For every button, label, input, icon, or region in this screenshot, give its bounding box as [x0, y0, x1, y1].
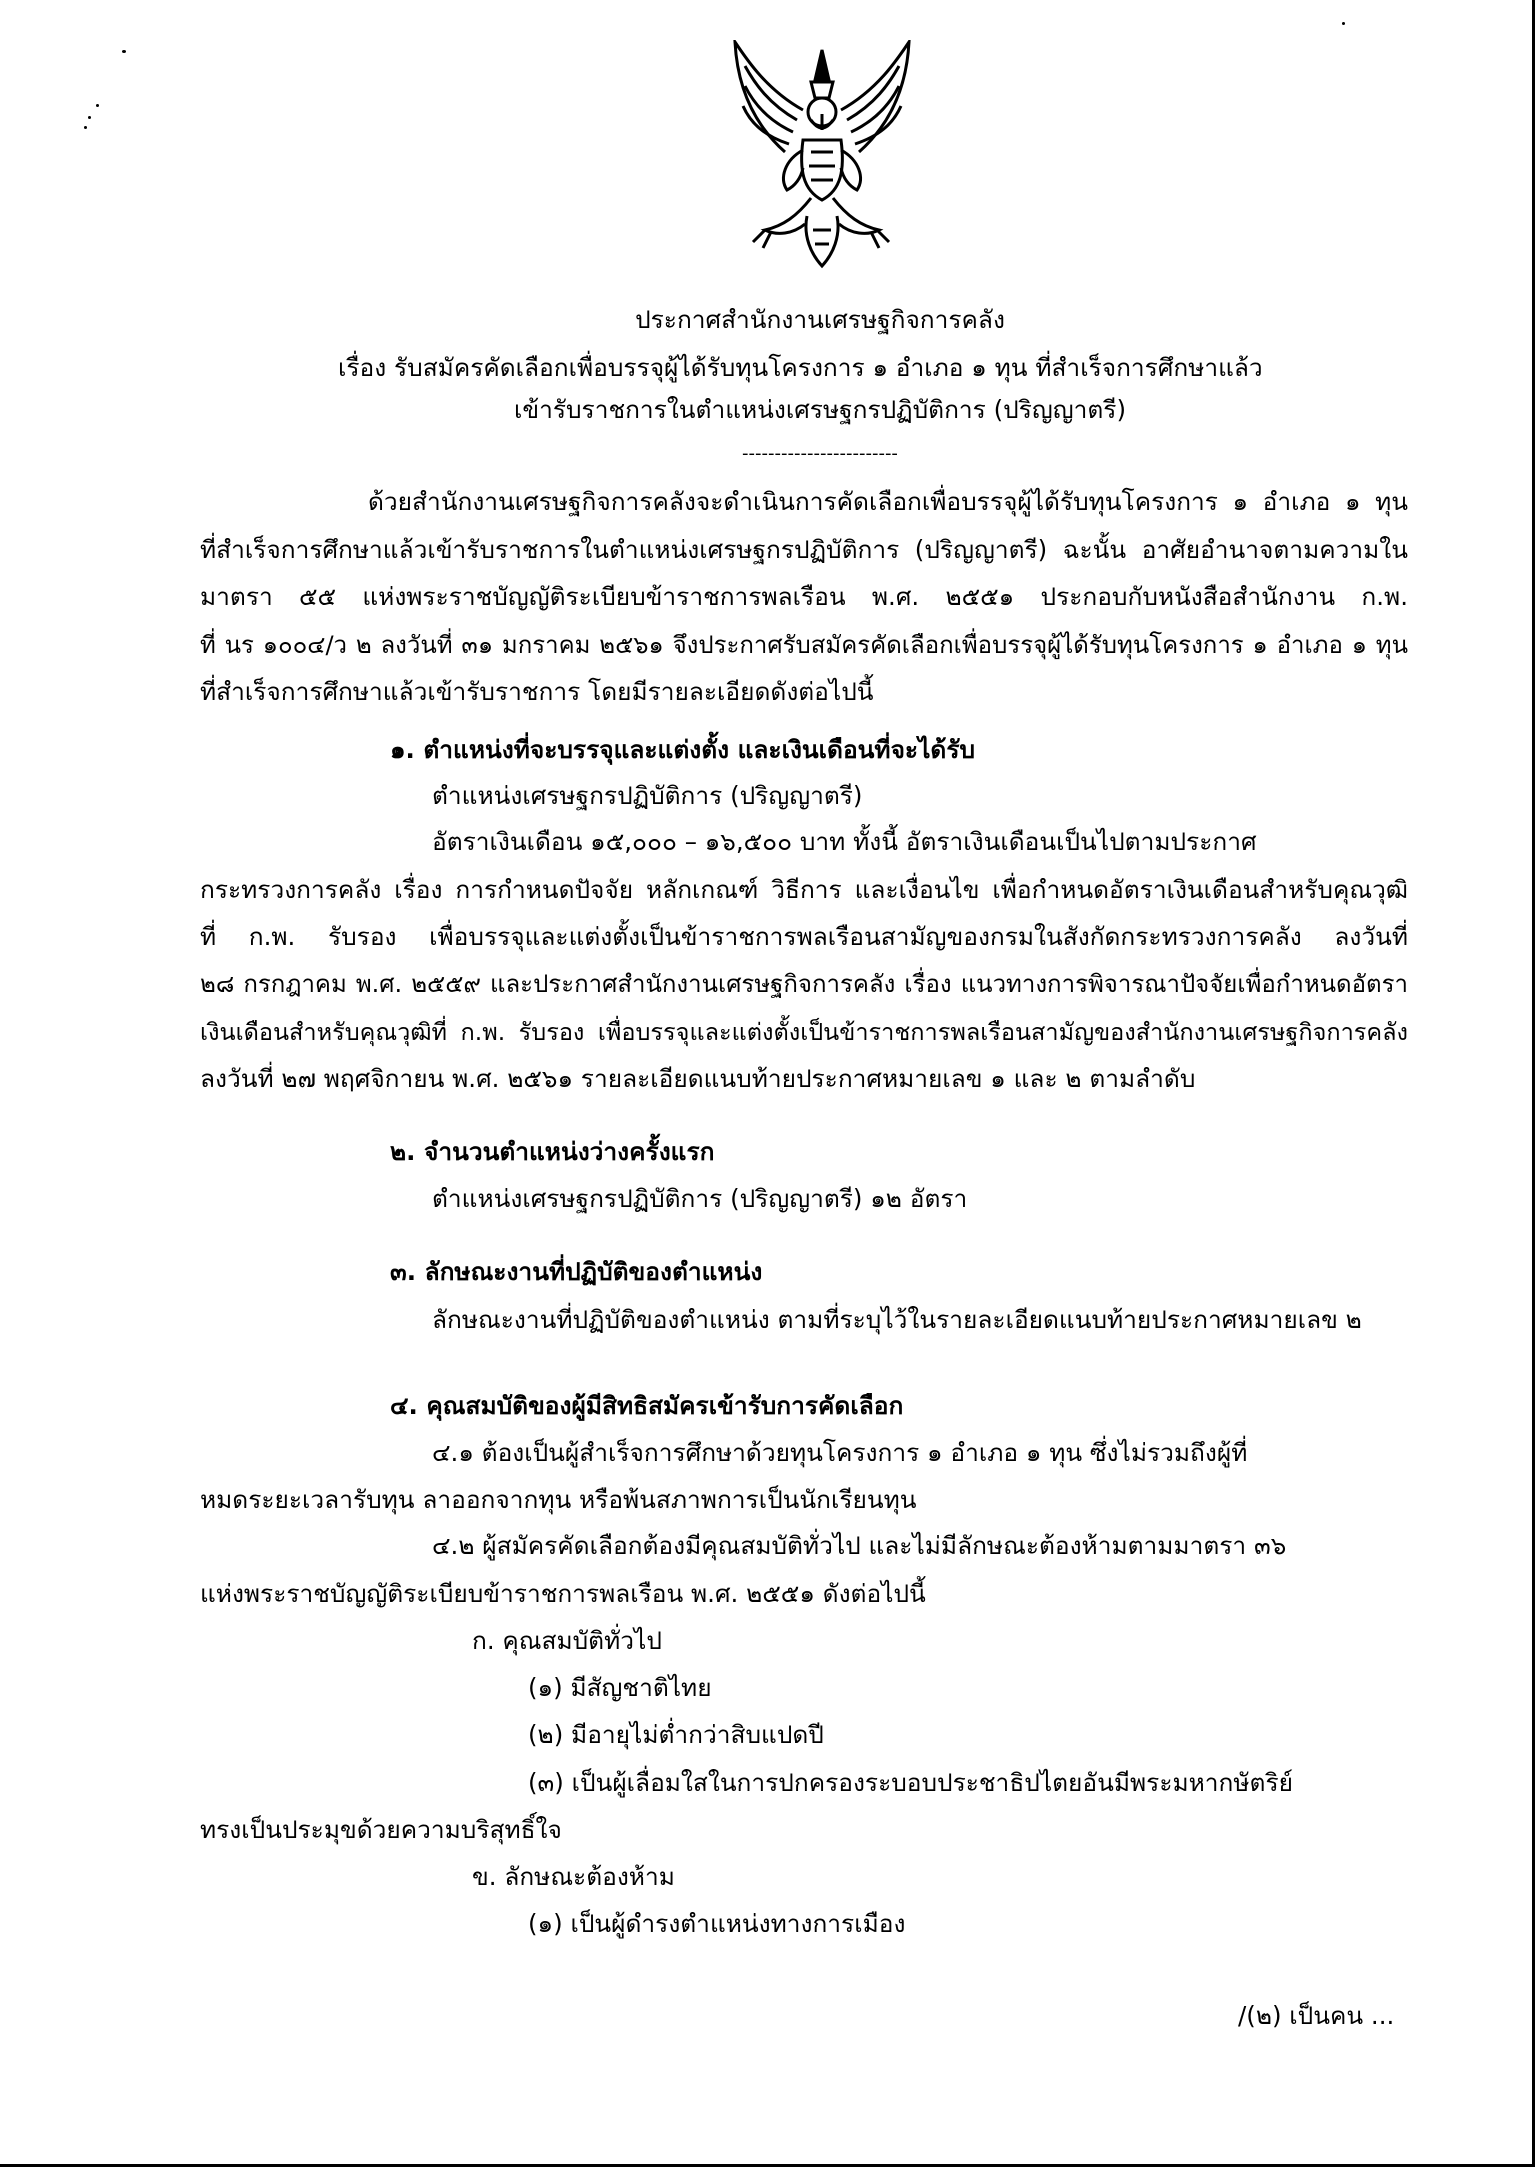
section-1-line-4: ๒๘ กรกฎาคม พ.ศ. ๒๕๕๙ และประกาศสำนักงานเศรษฐกิจการคลัง เรื่อง แนวทางการพิจารณาปัจจัยเพื่อกำหนดอัตรา — [200, 970, 1408, 998]
section-1-line-6: ลงวันที่ ๒๗ พฤศจิกายน พ.ศ. ๒๕๖๑ รายละเอียดแนบท้ายประกาศหมายเลข ๑ และ ๒ ตามลำดับ — [200, 1064, 1196, 1093]
prohibited-label: ข. ลักษณะต้องห้าม — [472, 1862, 675, 1891]
section-1-line-5: เงินเดือนสำหรับคุณวุฒิที่ ก.พ. รับรอง เพื่อบรรจุและแต่งตั้งเป็นข้าราชการพลเรือนสามัญของสำนักงานเศรษฐกิจการคลัง — [200, 1018, 1408, 1046]
section-4-heading: ๔. คุณสมบัติของผู้มีสิทธิสมัครเข้ารับการคัดเลือก — [390, 1391, 904, 1420]
scan-speck — [84, 126, 87, 129]
general-qualification-1: (๑) มีสัญชาติไทย — [528, 1673, 712, 1702]
section-3-heading: ๓. ลักษณะงานที่ปฏิบัติของตำแหน่ง — [390, 1257, 763, 1286]
general-qualifications-label: ก. คุณสมบัติทั่วไป — [472, 1626, 662, 1655]
intro-line-4: ที่ นร ๑๐๐๔/ว ๒ ลงวันที่ ๓๑ มกราคม ๒๕๖๑ จึงประกาศรับสมัครคัดเลือกเพื่อบรรจุผู้ได้รับทุนโครงการ ๑ อำเภอ ๑ ทุน — [200, 631, 1408, 659]
section-2-line: ตำแหน่งเศรษฐกรปฏิบัติการ (ปริญญาตรี) ๑๒ อัตรา — [432, 1184, 968, 1213]
general-qualification-3: (๓) เป็นผู้เลื่อมใสในการปกครองระบอบประชาธิปไตยอันมีพระมหากษัตริย์ — [528, 1768, 1293, 1797]
scan-speck — [122, 50, 126, 53]
section-4-1-line-1: ๔.๑ ต้องเป็นผู้สำเร็จการศึกษาด้วยทุนโครงการ ๑ อำเภอ ๑ ทุน ซึ่งไม่รวมถึงผู้ที่ — [432, 1438, 1248, 1467]
scan-speck — [1342, 22, 1345, 25]
subject-label: เรื่อง — [338, 353, 387, 382]
section-1-line-1: อัตราเงินเดือน ๑๕,๐๐๐ – ๑๖,๕๐๐ บาท ทั้งนี้ อัตราเงินเดือนเป็นไปตามประกาศ — [432, 827, 1257, 856]
agency-title: ประกาศสำนักงานเศรษฐกิจการคลัง — [635, 305, 1005, 334]
subject-line-2: เข้ารับราชการในตำแหน่งเศรษฐกรปฏิบัติการ (ปริญญาตรี) — [513, 395, 1127, 424]
section-4-2-line-1: ๔.๒ ผู้สมัครคัดเลือกต้องมีคุณสมบัติทั่วไป และไม่มีลักษณะต้องห้ามตามมาตรา ๓๖ — [432, 1531, 1287, 1560]
section-1-position: ตำแหน่งเศรษฐกรปฏิบัติการ (ปริญญาตรี) — [432, 781, 863, 810]
section-3-line: ลักษณะงานที่ปฏิบัติของตำแหน่ง ตามที่ระบุไว้ในรายละเอียดแนบท้ายประกาศหมายเลข ๒ — [432, 1305, 1362, 1334]
section-4-1-line-2: หมดระยะเวลารับทุน ลาออกจากทุน หรือพ้นสภาพการเป็นนักเรียนทุน — [200, 1485, 917, 1514]
intro-line-1: ด้วยสำนักงานเศรษฐกิจการคลังจะดำเนินการคัดเลือกเพื่อบรรจุผู้ได้รับทุนโครงการ ๑ อำเภอ ๑ ทุน — [368, 487, 1408, 516]
subject-line-1: รับสมัครคัดเลือกเพื่อบรรจุผู้ได้รับทุนโครงการ ๑ อำเภอ ๑ ทุน ที่สำเร็จการศึกษาแล้ว — [394, 353, 1263, 382]
divider: ------------------------ — [742, 443, 898, 464]
section-1-line-2: กระทรวงการคลัง เรื่อง การกำหนดปัจจัย หลักเกณฑ์ วิธีการ และเงื่อนไข เพื่อกำหนดอัตราเงินเดือนสำหรับคุณวุฒิ — [200, 875, 1408, 904]
prohibited-1: (๑) เป็นผู้ดำรงตำแหน่งทางการเมือง — [528, 1909, 906, 1938]
page-continuation: /(๒) เป็นคน ... — [1238, 2001, 1395, 2030]
garuda-emblem-icon — [707, 40, 937, 270]
intro-line-3: มาตรา ๕๕ แห่งพระราชบัญญัติระเบียบข้าราชการพลเรือน พ.ศ. ๒๕๕๑ ประกอบกับหนังสือสำนักงาน ก.พ. — [200, 582, 1408, 611]
section-4-2-line-2: แห่งพระราชบัญญัติระเบียบข้าราชการพลเรือน พ.ศ. ๒๕๕๑ ดังต่อไปนี้ — [200, 1579, 926, 1608]
intro-line-5: ที่สำเร็จการศึกษาแล้วเข้ารับราชการ โดยมีรายละเอียดดังต่อไปนี้ — [200, 677, 874, 706]
section-1-line-3: ที่ ก.พ. รับรอง เพื่อบรรจุและแต่งตั้งเป็นข้าราชการพลเรือนสามัญของกรมในสังกัดกระทรวงการคลัง ลงวันที่ — [200, 922, 1408, 951]
general-qualification-2: (๒) มีอายุไม่ต่ำกว่าสิบแปดปี — [528, 1720, 824, 1749]
section-1-heading: ๑. ตำแหน่งที่จะบรรจุและแต่งตั้ง และเงินเดือนที่จะได้รับ — [390, 735, 976, 764]
intro-line-2: ที่สำเร็จการศึกษาแล้วเข้ารับราชการในตำแหน่งเศรษฐกรปฏิบัติการ (ปริญญาตรี) ฉะนั้น อาศัยอำนาจตามความใน — [200, 535, 1408, 564]
scan-speck — [88, 116, 91, 119]
section-2-heading: ๒. จำนวนตำแหน่งว่างครั้งแรก — [390, 1137, 715, 1166]
general-qualification-3-cont: ทรงเป็นประมุขด้วยความบริสุทธิ์ใจ — [200, 1815, 562, 1844]
scan-speck — [96, 104, 99, 107]
